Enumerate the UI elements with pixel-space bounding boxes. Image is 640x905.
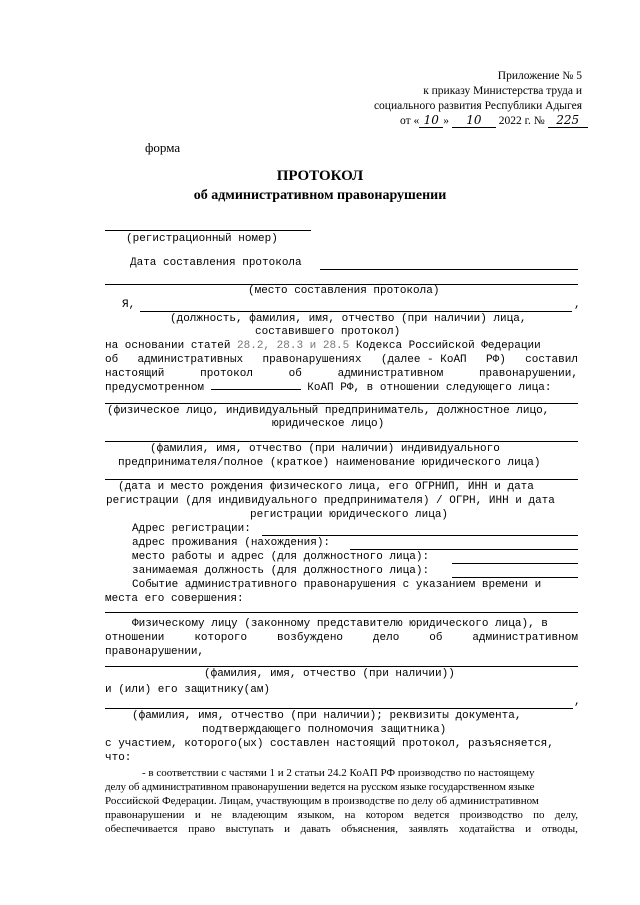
- date-line: [320, 269, 578, 270]
- workplace-line: [452, 563, 578, 564]
- official-line: [140, 311, 572, 312]
- birth-label-3: регистрации юридического лица): [250, 509, 449, 521]
- address-live-line: [350, 549, 578, 550]
- position-label: занимаемая должность (для должностного лица):: [132, 565, 430, 577]
- basis-word: правонарушении,: [478, 368, 578, 380]
- article-blank: [211, 389, 301, 390]
- physical-line-3: правонарушении,: [105, 646, 205, 658]
- date-prefix: от «: [400, 115, 420, 127]
- rights-word: на: [344, 809, 356, 821]
- rights-line-5: [105, 823, 578, 835]
- basis-word: административном: [337, 368, 444, 380]
- rights-word: обеспечивается: [105, 823, 178, 835]
- basis-word: об: [288, 368, 302, 380]
- official-label-2: составившего протокол): [255, 326, 401, 338]
- address-reg-line: [262, 535, 578, 536]
- defender-label-1: (фамилия, имя, отчество (при наличии); реквизиты документа,: [132, 710, 522, 722]
- basis-line-4: [105, 382, 552, 394]
- basis-word: протокол: [200, 368, 253, 380]
- defender-label: и (или) его защитнику(ам): [105, 684, 271, 696]
- participation-line-2: что:: [105, 752, 132, 764]
- basis-word: настоящий: [105, 368, 165, 380]
- name-label-1: (фамилия, имя, отчество (при наличии) индивидуального: [150, 443, 500, 455]
- basis-word: правонарушениях: [262, 354, 362, 366]
- rights-line-4: [105, 809, 578, 821]
- workplace-label: место работы и адрес (для должностного лица):: [132, 551, 430, 563]
- basis-l4-b: КоАП РФ, в отношении следующего лица:: [307, 382, 552, 394]
- rights-word: выступать: [225, 823, 274, 835]
- date-mid: »: [443, 115, 449, 127]
- rights-word: делу,: [554, 809, 578, 821]
- defender-comma: ,: [574, 696, 581, 708]
- official-label-1: (должность, фамилия, имя, отчество (при наличии) лица,: [170, 313, 527, 325]
- appendix-order-line: к приказу Министерства труда и: [423, 85, 582, 97]
- date-year: 2022 г. №: [498, 115, 545, 127]
- person-type-line: [105, 403, 578, 404]
- birth-line: [105, 479, 578, 480]
- rights-word: заявлять: [408, 823, 449, 835]
- basis-line-3: [105, 368, 578, 380]
- appendix-ministry-line: социального развития Республики Адыгея: [373, 100, 582, 112]
- rights-line-1: - в соответствии с частями 1 и 2 статьи 24.2 КоАП РФ производство по настоящему: [142, 767, 535, 779]
- physical-line-1: Физическому лицу (законному представителю юридического лица), в: [132, 618, 548, 630]
- reg-number-line: [105, 230, 311, 231]
- defender-line: [105, 708, 573, 709]
- basis-word: РФ): [486, 354, 506, 366]
- physical-word: дело: [372, 632, 400, 644]
- physical-word: об: [429, 632, 443, 644]
- ya-label: Я,: [122, 299, 136, 311]
- rights-word: и: [525, 823, 532, 835]
- event-line-1: Событие административного правонарушения с указанием времени и: [132, 579, 542, 591]
- basis-l1-b: 28.2, 28.3 и 28.5: [237, 340, 350, 352]
- address-live-label: адрес проживания (нахождения):: [132, 537, 331, 549]
- physical-word: отношении: [105, 632, 165, 644]
- date-day: 10: [419, 113, 443, 128]
- date-month: 10: [452, 113, 496, 128]
- position-line: [452, 577, 578, 578]
- physical-word: административном: [472, 632, 578, 644]
- physical-word: которого: [194, 632, 248, 644]
- rights-word: ведется: [414, 809, 450, 821]
- order-number: 225: [548, 113, 588, 128]
- basis-line-2: [105, 354, 578, 366]
- rights-line-2: делу об административном правонарушении ведется на русском языке государственном языке: [105, 781, 535, 793]
- document-title: ПРОТОКОЛ: [276, 168, 364, 184]
- rights-word: давать: [300, 823, 331, 835]
- basis-l1-a: на основании статей: [105, 340, 231, 352]
- name-label-2: предпринимателя/полное (краткое) наименование юридического лица): [118, 457, 541, 469]
- date-label: Дата составления протокола: [130, 257, 302, 269]
- physical-line-2: [105, 632, 578, 644]
- person-label-2: юридическое лицо): [272, 418, 385, 430]
- birth-label-1: (дата и место рождения физического лица, его ОГРНИП, ИНН и дата: [118, 481, 534, 493]
- rights-word: производство: [459, 809, 523, 821]
- appendix-date-line: [400, 113, 588, 128]
- basis-word: административных: [137, 354, 244, 366]
- fio-label: (фамилия, имя, отчество (при наличии)): [204, 668, 455, 680]
- defender-label-2: подтверждающего полномочия защитника): [202, 724, 447, 736]
- basis-line-1: [105, 340, 578, 352]
- participation-line-1: с участием, которого(ых) составлен настоящий протокол, разъясняется,: [105, 738, 554, 750]
- rights-word: и: [284, 823, 291, 835]
- rights-line-3: Российской Федерации. Лицам, участвующим в производстве по делу об административном: [105, 795, 539, 807]
- rights-word: языком,: [297, 809, 335, 821]
- physical-word: возбуждено: [277, 632, 344, 644]
- rights-word: не: [210, 809, 222, 821]
- event-line-2: места его совершения:: [105, 593, 244, 605]
- place-label: (место составления протокола): [248, 285, 440, 297]
- rights-word: котором: [365, 809, 404, 821]
- rights-word: объяснения,: [341, 823, 398, 835]
- event-line: [105, 612, 578, 613]
- name-line: [105, 441, 578, 442]
- rights-word: по: [533, 809, 545, 821]
- basis-word: об: [105, 354, 119, 366]
- rights-word: отводы,: [541, 823, 578, 835]
- official-comma: ,: [574, 299, 581, 311]
- document-subtitle: об административном правонарушении: [193, 188, 447, 203]
- rights-word: право: [188, 823, 216, 835]
- reg-number-label: (регистрационный номер): [126, 233, 278, 245]
- basis-l4-a: предусмотренном: [105, 382, 205, 394]
- rights-word: правонарушении: [105, 809, 185, 821]
- basis-word: (далее - КоАП: [380, 354, 467, 366]
- basis-word: составил: [525, 354, 578, 366]
- address-reg-label: Адрес регистрации:: [132, 523, 251, 535]
- birth-label-2: регистрации (для индивидуального предпринимателя) / ОГРН, ИНН и дата: [106, 495, 555, 507]
- basis-l1-c: Кодекса Российской Федерации: [355, 340, 541, 352]
- rights-word: владеющим: [232, 809, 288, 821]
- appendix-number: Приложение № 5: [497, 70, 582, 82]
- person-label-1: (физическое лицо, индивидуальный предприниматель, должностное лицо,: [107, 405, 550, 417]
- form-label: форма: [145, 140, 181, 155]
- fio-line: [105, 666, 578, 667]
- rights-word: ходатайства: [458, 823, 515, 835]
- rights-word: и: [194, 809, 201, 821]
